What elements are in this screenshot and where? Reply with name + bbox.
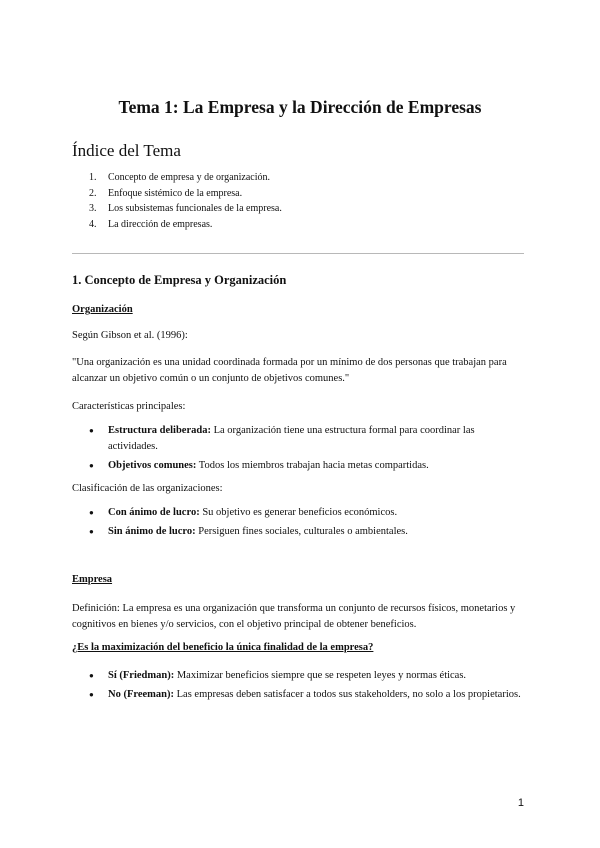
index-item-number: 3.: [89, 203, 97, 214]
classification-label: Clasificación de las organizaciones:: [72, 483, 223, 494]
characteristics-label: Características principales:: [72, 401, 186, 412]
index-item: [72, 186, 282, 202]
index-item-text: Los subsistemas funcionales de la empresa.: [108, 203, 282, 214]
index-heading: Índice del Tema: [72, 141, 181, 160]
characteristics-list: [72, 423, 522, 477]
index-item-text: Enfoque sistémico de la empresa.: [108, 187, 243, 199]
classification-list: [72, 505, 522, 543]
list-item: [72, 524, 522, 540]
answers-list: [72, 668, 522, 706]
list-item-text: Persiguen fines sociales, culturales o ambientales.: [195, 526, 408, 537]
index-item-number: 4.: [89, 218, 97, 230]
list-item-term: Con ánimo de lucro:: [108, 507, 200, 518]
list-item-term: Sí (Friedman):: [108, 670, 175, 681]
index-item-text: La dirección de empresas.: [108, 218, 213, 230]
index-item-number: 2.: [89, 187, 97, 199]
index-item: [72, 217, 282, 233]
list-item: [72, 423, 522, 455]
list-item-text: Todos los miembros trabajan hacia metas compartidas.: [196, 460, 429, 471]
list-item-term: No (Freeman):: [108, 689, 174, 700]
list-item: [72, 668, 522, 684]
empresa-question: ¿Es la maximización del beneficio la única finalidad de la empresa?: [72, 642, 374, 653]
list-item-text: Su objetivo es generar beneficios económicos.: [199, 507, 398, 518]
list-item-text: Maximizar beneficios siempre que se respeten leyes y normas éticas.: [174, 670, 467, 681]
index-item-number: 1.: [89, 172, 97, 183]
index-list: [72, 170, 282, 232]
list-item-text: Las empresas deben satisfacer a todos sus stakeholders, no solo a los propietarios.: [174, 689, 521, 700]
empresa-definition: Definición: La empresa es una organización que transforma un conjunto de recursos físicos, monetarios y cognitivos en bienes y/o servicios, con el objetivo principal de obtener beneficios.: [72, 603, 516, 630]
document-title: Tema 1: La Empresa y la Dirección de Empresas: [118, 97, 482, 117]
list-item-term: Estructura deliberada:: [108, 425, 211, 436]
index-item: [72, 201, 282, 217]
definition-quote: "Una organización es una unidad coordinada formada por un mínimo de dos personas que trabajan para alcanzar un objetivo común o un conjunto de objetivos comunes.": [72, 357, 507, 384]
list-item-text: La organización tiene una estructura formal para coordinar las actividades.: [108, 425, 475, 452]
list-item-term: Objetivos comunes:: [108, 460, 197, 471]
source-citation: Según Gibson et al. (1996):: [72, 330, 188, 341]
list-item: [72, 505, 522, 521]
horizontal-divider: [72, 253, 524, 254]
empresa-heading: Empresa: [72, 574, 113, 585]
list-item-term: Sin ánimo de lucro:: [108, 526, 196, 537]
list-item: [72, 458, 522, 474]
organizacion-heading: Organización: [72, 304, 133, 315]
index-item: [72, 170, 282, 186]
section-heading: 1. Concepto de Empresa y Organización: [72, 273, 287, 287]
page-number: 1: [517, 797, 524, 809]
index-item-text: Concepto de empresa y de organización.: [108, 172, 270, 183]
list-item: [72, 687, 522, 703]
